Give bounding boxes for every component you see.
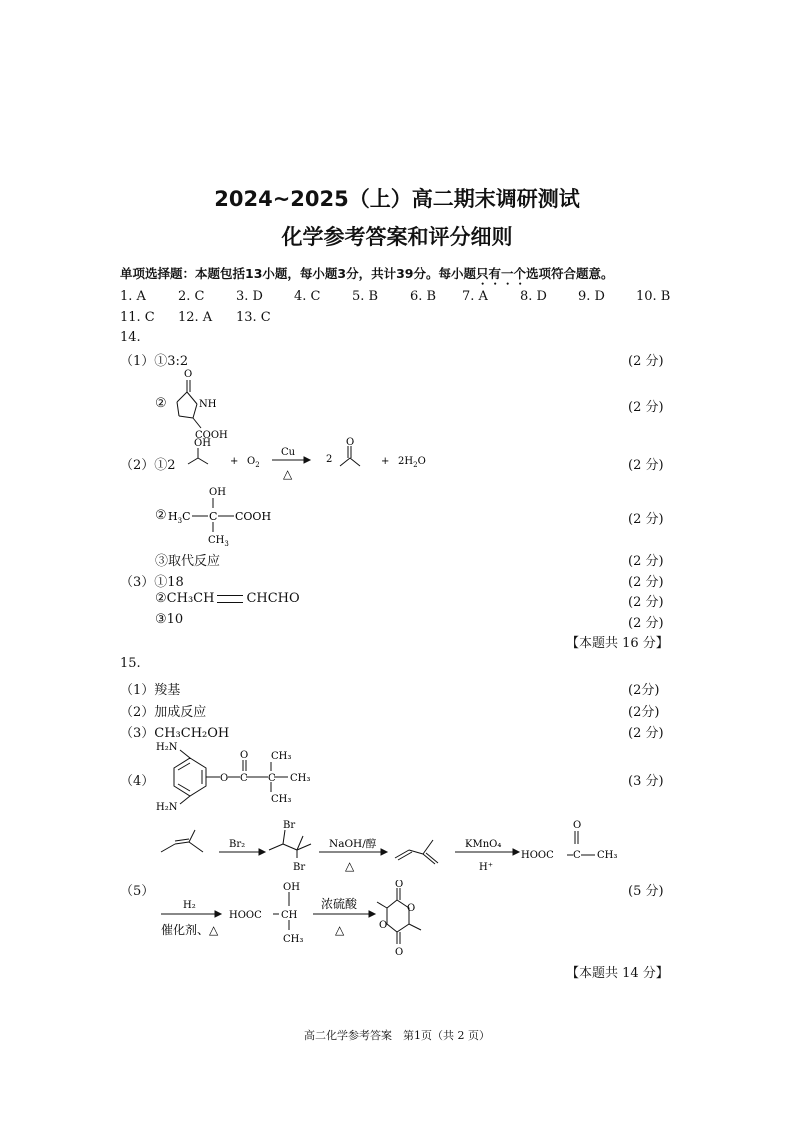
reagent-hplus: H⁺ [479,862,493,873]
q14-score-5: (2 分) [628,554,664,569]
eq-plus-2: + [381,456,390,467]
answer-3: 3. D [236,289,263,304]
q15-total: 【本题共 14 分】 [566,966,669,981]
q14-3-2-left: ②CH₃CH [155,591,215,606]
carbonyl-o: O [240,750,249,761]
reagent-delta-2: △ [335,923,345,937]
pyroglutamic-structure [165,366,245,440]
q15-4-label: （4） [120,774,155,789]
q15-1: （1）羧基 [120,683,181,698]
q14-score-1: (2 分) [628,354,664,369]
answer-1: 1. A [120,289,146,304]
q14-label: 14. [120,330,141,345]
synthesis-route-row1 [155,814,635,878]
struct-ch3: $CH_3$ [208,535,229,548]
struct-nh-label: NH [199,399,217,410]
lactide-o-top: O [395,880,404,890]
methyl-top: CH₃ [271,751,292,762]
struct-c: C [209,510,218,523]
lactic-oh: OH [283,882,300,893]
answer-12: 12. A [178,310,213,325]
reagent-kmno4: KMnO₄ [465,839,502,850]
eq-coef-label: 2 [326,454,333,465]
pyruvic-c: C [573,850,581,861]
eq-o2: $O_2$ [247,456,260,469]
quaternary-c: C [268,773,276,784]
page-footer: 高二化学参考答案 第1页（共 2 页） [304,1029,490,1042]
lactide-o-bottom: O [395,947,404,958]
instruction-text-end: 选项符合题意。 [526,266,614,281]
pyruvic-ch3: CH₃ [597,850,618,861]
eq-ketone-o: O [346,437,355,448]
q14-score-8: (2 分) [628,616,664,631]
diamine-ester-structure [150,738,320,814]
nh2-bottom: H₂N [156,802,178,813]
carbonyl-c: C [240,773,248,784]
struct-cooh: COOH [235,510,272,523]
q14-2-2-label: ② [155,508,167,523]
q14-score-7: (2 分) [628,595,664,610]
double-bond [217,595,243,603]
instruction-text: 单项选择题：本题包括13小题，每小题3分，共计39分。每小题 [120,266,476,281]
answer-6: 6. B [410,289,437,304]
q15-score-3: (2 分) [628,726,664,741]
q14-1-2-label: ② [155,396,167,411]
eq-plus-1: + [230,456,239,467]
q14-3-2-right: CHCHO [246,591,300,606]
answers-row-2 [120,310,320,328]
lactide-o-ring-1: O [407,903,416,914]
section-instruction [120,264,614,288]
eq-delta-label: △ [283,467,293,481]
methyl-bottom: CH₃ [271,794,292,805]
methyl-right: CH₃ [290,773,311,784]
eq-oh-label: OH [194,438,211,449]
q15-2: （2）加成反应 [120,705,207,720]
q15-score-1: (2分) [628,683,660,698]
instruction-emphasis: 只有一个 [476,266,527,281]
answer-13: 13. C [236,310,271,325]
oxidation-equation [180,436,440,486]
reagent-catalyst: 催化剂、△ [161,923,219,937]
reagent-delta-1: △ [345,859,355,873]
answers-row-1 [120,289,680,307]
q15-score-2: (2分) [628,705,660,720]
q14-total: 【本题共 16 分】 [566,636,669,651]
q15-5-label: （5） [120,884,155,899]
answer-8: 8. D [520,289,547,304]
q15-score-4: (3 分) [628,774,664,789]
answer-4: 4. C [294,289,321,304]
reagent-naoh: NaOH/醇 [329,838,377,850]
reagent-conc-h2so4: 浓硫酸 [321,897,358,911]
struct-cooh-label: COOH [195,430,228,440]
page-subtitle: 化学参考答案和评分细则 [281,225,513,249]
q14-score-4: (2 分) [628,512,664,527]
q14-2-3: ③取代反应 [155,554,221,569]
q14-3-2 [155,591,300,606]
reagent-br2: Br₂ [229,839,246,850]
lactic-ch3: CH₃ [283,934,304,945]
q14-score-6: (2 分) [628,575,664,590]
answer-2: 2. C [178,289,205,304]
q14-2-1-label: （2）①2 [120,458,176,473]
eq-water: $2H_2O$ [398,456,426,469]
q15-label: 15. [120,656,141,671]
reagent-h2: H₂ [183,900,196,911]
answer-5: 5. B [352,289,379,304]
q15-3: （3）CH₃CH₂OH [120,726,230,741]
eq-cu-label: Cu [281,447,296,458]
struct-o-label: O [184,369,193,380]
q14-3-1: （3）①18 [120,575,184,590]
struct-oh: OH [209,487,226,498]
hydroxy-acid-structure [168,484,288,548]
ester-o: O [220,773,229,784]
dibromide-br-top: Br [283,820,296,831]
page-title: 2024~2025（上）高二期末调研测试 [214,187,580,211]
q14-score-3: (2 分) [628,458,664,473]
lactic-ch: CH [281,910,298,921]
q15-score-5: (5 分) [628,884,664,899]
dibromide-br-bottom: Br [293,862,306,873]
answer-11: 11. C [120,310,155,325]
pyruvic-hooc: HOOC [521,850,554,861]
q14-1-1: （1）①3:2 [120,354,189,369]
answer-7: 7. A [462,289,488,304]
struct-h3c: $H_3C$ [168,510,191,525]
lactide-o-ring-2: O [379,920,388,931]
lactic-hooc: HOOC [229,910,262,921]
pyruvic-o: O [573,820,582,831]
q14-3-3: ③10 [155,612,184,627]
answer-10: 10. B [636,289,671,304]
q14-score-2: (2 分) [628,400,664,415]
synthesis-route-row2 [155,880,455,960]
answer-9: 9. D [578,289,605,304]
nh2-top: H₂N [156,742,178,753]
